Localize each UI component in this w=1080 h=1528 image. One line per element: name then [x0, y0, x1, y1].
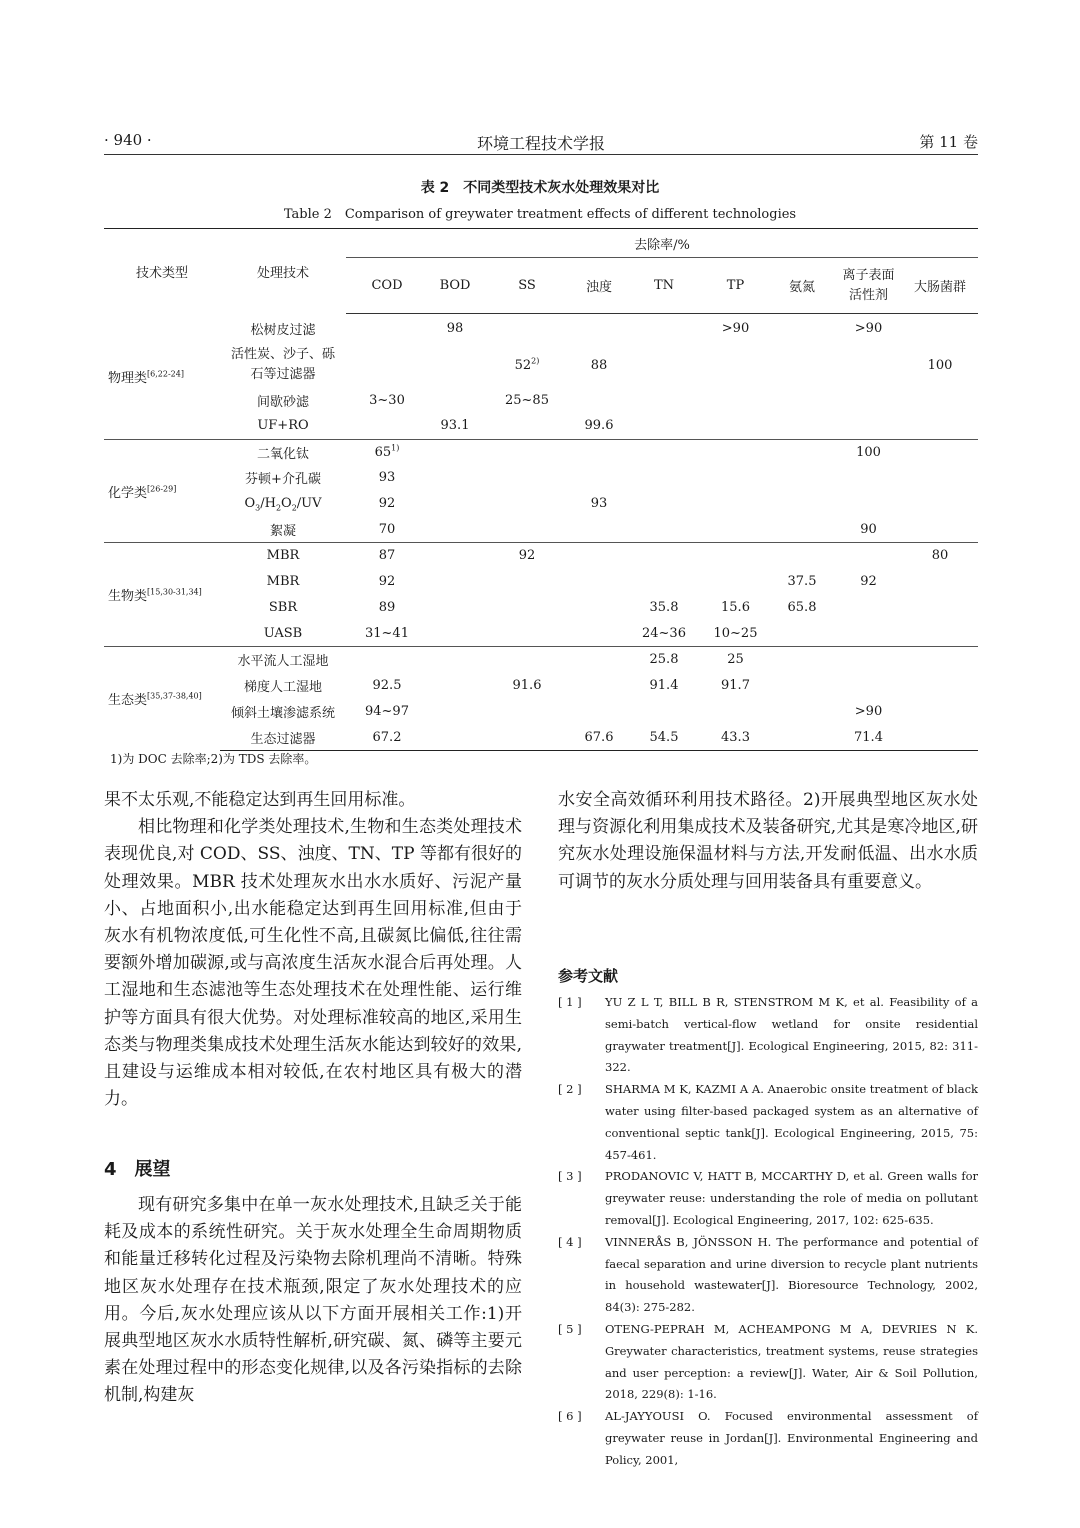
table-row [104, 388, 978, 413]
value-cell [835, 569, 902, 595]
value-cell [902, 647, 978, 673]
value-cell [572, 647, 626, 673]
value-cell [572, 595, 626, 621]
value-cell [346, 343, 428, 388]
value-cell [902, 388, 978, 413]
value-cell [702, 413, 769, 440]
table-row [104, 647, 978, 673]
col-header-indicator: BOD [428, 258, 482, 314]
table-row [104, 343, 978, 388]
value-cell [835, 388, 902, 413]
journal-title: 环境工程技术学报 [476, 134, 605, 153]
value-cell [769, 647, 835, 673]
value-cell [572, 491, 626, 517]
col-header-indicator: 大肠菌群 [902, 258, 978, 314]
value: 91.7 [721, 678, 750, 693]
value-cell [482, 413, 572, 440]
paragraph: 果不太乐观,不能稳定达到再生回用标准。 [104, 790, 416, 810]
value-cell [626, 621, 702, 647]
col-header-indicator: 浊度 [572, 258, 626, 314]
value-cell [428, 440, 482, 465]
value-cell [769, 343, 835, 388]
value-cell [572, 621, 626, 647]
reference-number: [ 2 ] [558, 1082, 582, 1097]
reference-number: [ 6 ] [558, 1409, 582, 1424]
tech-name: $O_3/H_2O_2/UV$ [244, 496, 322, 513]
tech-type: 生物类 [108, 589, 148, 604]
value-cell [428, 647, 482, 673]
col-header-indicator: COD [346, 258, 428, 314]
value-cell [482, 725, 572, 751]
table-row [104, 595, 978, 621]
value: 93.1 [440, 418, 470, 434]
value: >90 [854, 320, 883, 336]
value: 98 [446, 320, 464, 336]
value-cell [702, 647, 769, 673]
tech-name: MBR [266, 574, 300, 589]
value-cell [626, 647, 702, 673]
value: 92 [518, 548, 536, 564]
value-cell [902, 673, 978, 699]
value-cell [346, 543, 428, 569]
value-cell [902, 491, 978, 517]
value-cell [702, 517, 769, 543]
section-number: 4 [104, 1159, 117, 1180]
value: 100 [927, 357, 953, 373]
value: 15.6 [721, 600, 750, 615]
header-rule [104, 154, 978, 155]
value-cell [482, 543, 572, 569]
value-cell [572, 465, 626, 491]
table-row [104, 491, 978, 517]
value: 3~30 [369, 392, 405, 408]
value-cell [626, 388, 702, 413]
value-cell [769, 595, 835, 621]
value: 24~36 [642, 625, 686, 641]
col-header-tech: 处理技术 [220, 229, 346, 314]
table-row [104, 465, 978, 491]
value-cell [428, 491, 482, 517]
value-cell [428, 621, 482, 647]
value: 92.5 [372, 678, 402, 693]
value-cell [702, 569, 769, 595]
value-cell [626, 314, 702, 343]
tech-name: MBR [220, 543, 346, 569]
value-cell [835, 647, 902, 673]
value-cell [428, 595, 482, 621]
col-header-indicator: 离子表面活性剂 [835, 258, 902, 314]
left-column [104, 787, 522, 1113]
value-cell [482, 388, 572, 413]
value-cell [572, 343, 626, 388]
value-cell [902, 440, 978, 465]
value: 91.6 [512, 678, 542, 693]
tech-type: 化学类 [108, 485, 148, 501]
value-cell [902, 621, 978, 647]
value-cell [702, 343, 769, 388]
paragraph: 水安全高效循环利用技术路径。2)开展典型地区灰水处理与资源化利用集成技术及装备研究,尤其是寒冷地区,研究灰水处理设施保温材料与方法,开发耐低温、出水水质可调节的灰水分质处理与回用装备具有重要意义。 [558, 790, 978, 892]
table-row [104, 699, 978, 725]
value: 80 [931, 548, 949, 564]
reference-list [558, 992, 978, 1472]
value-cell [482, 647, 572, 673]
value-cell [572, 725, 626, 751]
value-cell [482, 621, 572, 647]
value-cell [428, 517, 482, 543]
value-cell [346, 413, 428, 440]
value: 35.8 [649, 600, 679, 615]
value-cell [346, 465, 428, 491]
reference-text: PRODANOVIC V, HATT B, MCCARTHY D, et al. Green walls for greywater reuse: understanding the role of media on pollutant removal[J]. Ecological Engineering, 2017, 102: 625-635. [605, 1169, 978, 1227]
value-cell [769, 413, 835, 440]
references-heading: 参考文献 [558, 967, 619, 985]
value: 100 [856, 444, 881, 460]
value-cell [428, 343, 482, 388]
reference-item [558, 1079, 978, 1166]
value-cell [769, 517, 835, 543]
value-cell [626, 440, 702, 465]
value-cell [702, 314, 769, 343]
value-cell [572, 440, 626, 465]
tech-name: 松树皮过滤 [250, 322, 316, 338]
tech-type: 生态类 [108, 693, 148, 709]
tech-type-cell [104, 647, 220, 751]
citation: [35,37-38,40] [147, 691, 202, 701]
reference-text: OTENG-PEPRAH M, ACHEAMPONG M A, DEVRIES N K. Greywater characteristics, treatment systems, reuse strategies and user perception: a review[J]. Water, Air & Soil Pollution, 2018, 229(8): 1-16. [605, 1321, 978, 1402]
footnote-mark: 1) [391, 443, 400, 453]
value-cell [346, 699, 428, 725]
value-cell [835, 343, 902, 388]
table-row [104, 413, 978, 440]
section-title: 展望 [134, 1159, 171, 1180]
col-header-type: 技术类型 [104, 229, 220, 314]
tech-name: 倾斜土壤渗滤系统 [230, 706, 335, 721]
value: >90 [854, 704, 883, 719]
value-cell [769, 673, 835, 699]
value-cell [769, 699, 835, 725]
value-cell [835, 440, 902, 465]
table-row [104, 543, 978, 569]
reference-item [558, 992, 978, 1079]
left-column-lower [104, 1192, 522, 1410]
value-cell [702, 388, 769, 413]
right-column [558, 787, 978, 896]
value-cell [626, 517, 702, 543]
table-row [104, 517, 978, 543]
citation: [15,30-31,34] [147, 587, 202, 597]
reference-item [558, 1406, 978, 1471]
value-cell [482, 517, 572, 543]
value: 94~97 [365, 704, 409, 719]
value-cell [835, 699, 902, 725]
value-cell [769, 621, 835, 647]
value-cell [702, 621, 769, 647]
value: 65 [374, 444, 392, 460]
value: 99.6 [584, 418, 614, 434]
comparison-table [104, 228, 978, 751]
value: 52 [514, 357, 532, 373]
reference-text: YU Z L T, BILL B R, STENSTROM M K, et al. Feasibility of a semi-batch vertical-flow wetland for onsite residential graywater treatment[J]. Ecological Engineering, 2015, 82: 311-322. [605, 995, 978, 1075]
value-cell [346, 647, 428, 673]
value-cell [769, 314, 835, 343]
value-cell [346, 595, 428, 621]
value: 91.4 [649, 678, 679, 693]
value-cell [835, 595, 902, 621]
tech-name: 絮凝 [269, 523, 296, 539]
value-cell [482, 569, 572, 595]
paragraph: 现有研究多集中在单一灰水处理技术,且缺乏关于能耗及成本的系统性研究。关于灰水处理全生命周期物质和能量迁移转化过程及污染物去除机理尚不清晰。特殊地区灰水处理存在技术瓶颈,限定了灰水处理技术的应用。今后,灰水处理应该从以下方面开展相关工作:1)开展典型地区灰水水质特性解析,研究碳、氮、磷等主要元素在处理过程中的形态变化规律,以及各污染指标的去除机制,构建灰 [104, 1195, 522, 1406]
value-cell [626, 491, 702, 517]
value-cell [572, 543, 626, 569]
value: 54.5 [649, 729, 679, 745]
value-cell [702, 465, 769, 491]
value-cell [835, 491, 902, 517]
value-cell [482, 343, 572, 388]
value-cell [835, 621, 902, 647]
tech-type-cell [104, 543, 220, 647]
value: >90 [721, 320, 750, 336]
table-row [104, 314, 978, 343]
value-cell [346, 440, 428, 465]
table-footnote: 1)为 DOC 去除率;2)为 TDS 去除率。 [110, 752, 317, 766]
value: 88 [590, 357, 608, 373]
reference-text: AL-JAYYOUSI O. Focused environmental assessment of greywater reuse in Jordan[J]. Environmental Engineering and Policy, 2001, [605, 1409, 978, 1467]
value-cell [626, 569, 702, 595]
value: 92 [378, 496, 396, 511]
value-cell [702, 491, 769, 517]
value-cell [769, 725, 835, 751]
value-cell [572, 413, 626, 440]
col-header-indicator: SS [482, 258, 572, 314]
value-cell [769, 491, 835, 517]
value-cell [835, 673, 902, 699]
page-number: · 940 · [104, 131, 152, 149]
value-cell [428, 413, 482, 440]
reference-number: [ 4 ] [558, 1234, 582, 1249]
value-cell [769, 569, 835, 595]
table-row [104, 673, 978, 699]
paragraph: 相比物理和化学类处理技术,生物和生态类处理技术表现优良,对 COD、SS、浊度、TN、TP 等都有很好的处理效果。MBR 技术处理灰水出水水质好、污泥产量小、占地面积小,出水能稳定达到再生回用标准,但由于灰水有机物浓度低,可生化性不高,且碳氮比偏低,往往需要额外增加碳源,或与高浓度生活灰水混合后再处理。人工湿地和生态滤池等生态处理技术在处理性能、运行维护等方面具有很大优势。对处理标准较高的地区,采用生态类与物理类集成技术处理生活灰水能达到较好的效果,且建设与运维成本相对较低,在农村地区具有极大的潜力。 [104, 817, 522, 1110]
reference-item [558, 1166, 978, 1231]
value-cell [702, 595, 769, 621]
value-cell [428, 465, 482, 491]
value-cell [769, 388, 835, 413]
value: 25.8 [649, 652, 679, 668]
tech-type-cell [104, 440, 220, 543]
value-cell [626, 543, 702, 569]
value-cell [626, 465, 702, 491]
value-cell [626, 673, 702, 699]
value-cell [428, 543, 482, 569]
value-cell [572, 569, 626, 595]
section-heading [104, 1155, 171, 1181]
tech-name: 生态过滤器 [220, 725, 346, 751]
value-cell [902, 343, 978, 388]
col-header-indicator: TN [626, 258, 702, 314]
table-row [104, 621, 978, 647]
value: 93 [378, 470, 396, 485]
value-cell [835, 413, 902, 440]
tech-name: 间歇砂滤 [256, 394, 309, 410]
value: 93 [590, 496, 608, 511]
value-cell [702, 440, 769, 465]
reference-text: SHARMA M K, KAZMI A A. Anaerobic onsite treatment of black water using filter-based packaged system as an alternative of conventional septic tank[J]. Ecological Engineering, 2015, 75: 457-461. [605, 1082, 978, 1162]
value-cell [482, 465, 572, 491]
value-cell [835, 517, 902, 543]
value-cell [769, 440, 835, 465]
value-cell [346, 621, 428, 647]
footnote-mark: 2) [531, 356, 540, 366]
value: 70 [378, 521, 396, 537]
value: 92 [378, 574, 396, 589]
value-cell [835, 725, 902, 751]
value-cell [769, 465, 835, 491]
reference-text: VINNERÅS B, JÖNSSON H. The performance and potential of faecal separation and urine diversion to recycle plant nutrients in household wastewater[J]. Bioresource Technology, 2002, 84(3): 275-282. [605, 1234, 978, 1315]
value-cell [902, 595, 978, 621]
value-cell [902, 517, 978, 543]
value-cell [482, 440, 572, 465]
tech-name: 梯度人工湿地 [243, 680, 322, 695]
value-cell [346, 491, 428, 517]
tech-name: 芬顿+介孔碳 [245, 472, 321, 487]
value-cell [572, 699, 626, 725]
value: 31~41 [365, 625, 409, 641]
col-header-indicator: 氨氮 [769, 258, 835, 314]
value-cell [702, 699, 769, 725]
value-cell [835, 465, 902, 491]
reference-item [558, 1232, 978, 1319]
value-cell [346, 314, 428, 343]
value: 89 [378, 600, 396, 615]
value: 43.3 [721, 729, 750, 745]
table-caption-cn: 表 2 不同类型技术灰水处理效果对比 [420, 180, 660, 196]
value-cell [702, 673, 769, 699]
table-row [104, 569, 978, 595]
value-cell [626, 343, 702, 388]
value-cell [482, 491, 572, 517]
value-cell [428, 388, 482, 413]
value: 25~85 [505, 392, 549, 408]
value: 65.8 [787, 600, 817, 615]
value-cell [626, 699, 702, 725]
value-cell [769, 543, 835, 569]
value-cell [482, 595, 572, 621]
value-cell [346, 517, 428, 543]
value: 71.4 [854, 729, 883, 745]
value-cell [428, 725, 482, 751]
value-cell [902, 699, 978, 725]
value: 37.5 [787, 574, 817, 589]
value: 10~25 [713, 625, 758, 641]
table-row [104, 440, 978, 465]
value-cell [835, 314, 902, 343]
value-cell [346, 569, 428, 595]
value-cell [428, 699, 482, 725]
value-cell [428, 314, 482, 343]
value-cell [346, 388, 428, 413]
value-cell [702, 725, 769, 751]
value-cell [902, 569, 978, 595]
value: 90 [860, 521, 877, 537]
reference-item [558, 1319, 978, 1406]
value-cell [902, 543, 978, 569]
table-caption-en: Table 2 Comparison of greywater treatment effects of different technologies [283, 207, 797, 222]
tech-name: 二氧化钛 [220, 440, 346, 465]
citation: [6,22-24] [147, 369, 184, 379]
value-cell [482, 673, 572, 699]
value-cell [626, 413, 702, 440]
value: 67.2 [372, 729, 402, 745]
value-cell [482, 314, 572, 343]
col-header-removal: 去除率/% [346, 229, 978, 258]
tech-name: 水平流人工湿地 [220, 647, 346, 673]
value: 92 [860, 574, 877, 589]
value-cell [428, 673, 482, 699]
value-cell [428, 569, 482, 595]
value-cell [702, 543, 769, 569]
value-cell [346, 725, 428, 751]
value: 25 [727, 652, 744, 668]
value-cell [626, 725, 702, 751]
value-cell [572, 673, 626, 699]
reference-number: [ 5 ] [558, 1321, 582, 1336]
reference-number: [ 1 ] [558, 995, 582, 1009]
value-cell [835, 543, 902, 569]
value-cell [572, 388, 626, 413]
volume-label: 第 11 卷 [919, 133, 978, 151]
value-cell [346, 673, 428, 699]
value-cell [902, 465, 978, 491]
table-row [104, 725, 978, 751]
value-cell [572, 314, 626, 343]
tech-name: 活性炭、沙子、砾石等过滤器 [230, 347, 335, 382]
value-cell [902, 413, 978, 440]
tech-type-cell [104, 314, 220, 440]
tech-name: UF+RO [257, 418, 309, 434]
value: 67.6 [584, 729, 614, 745]
value: 87 [378, 548, 396, 564]
value-cell [626, 595, 702, 621]
reference-number: [ 3 ] [558, 1169, 582, 1184]
col-header-indicator: TP [702, 258, 769, 314]
value-cell [902, 314, 978, 343]
tech-name: UASB [263, 625, 303, 641]
value-cell [572, 517, 626, 543]
tech-name: SBR [268, 600, 298, 615]
value-cell [482, 699, 572, 725]
value-cell [902, 725, 978, 751]
citation: [26-29] [147, 484, 177, 494]
tech-type: 物理类 [108, 370, 148, 386]
